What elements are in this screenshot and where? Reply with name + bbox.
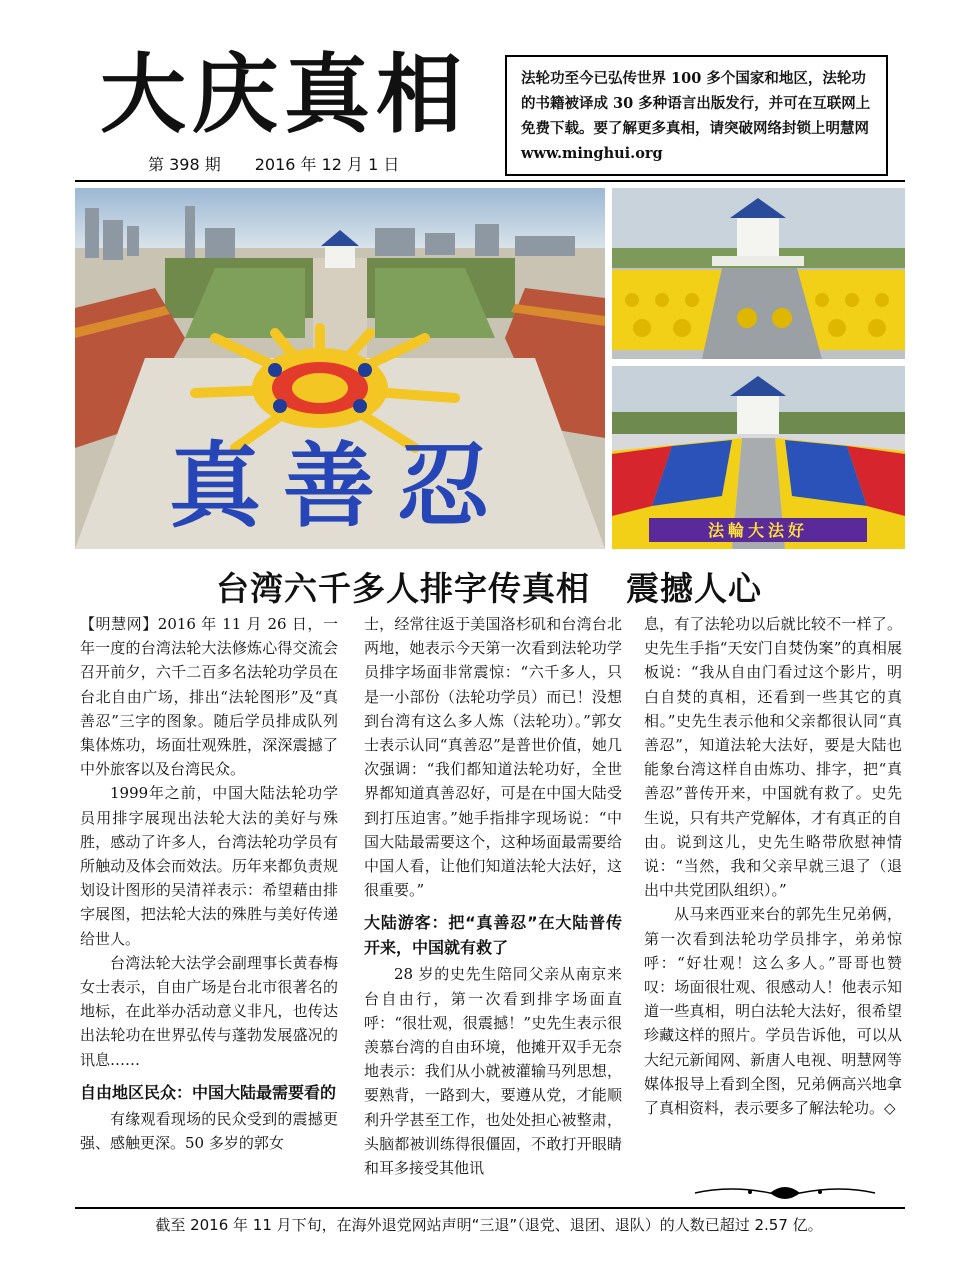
issue-line bbox=[148, 152, 399, 175]
headline-main: 台湾六千多人排字传真相 bbox=[216, 569, 590, 608]
top-rule bbox=[75, 180, 905, 182]
notice-box: 法轮功至今已弘传世界 100 多个国家和地区，法轮功的书籍被译成 30 多种语言出版发行，并可在互联网上免费下载。要了解更多真相，请突破网络封锁上明慧网 www.minghui.org bbox=[505, 55, 888, 176]
subheading: 大陆游客：把“真善忍”在大陆普传开来，中国就有救了 bbox=[364, 913, 622, 958]
bottom-rule bbox=[75, 1207, 905, 1209]
side-photo-top bbox=[612, 188, 905, 359]
masthead-title: 大庆真相 bbox=[100, 44, 468, 145]
side-photo-top-graphic bbox=[612, 188, 905, 359]
main-photo bbox=[75, 188, 605, 549]
paragraph: 息，有了法轮功以后就比较不一样了。史先生手指“天安门自焚伪案”的真相展板说：“我从自由门看过这个影片，明白自焚的真相，还看到一些其它的真相。”史先生表示他和父亲都很认同“真善忍”，知道法轮大法好，要是大陆也能象台湾这样自由炼功、排字，把“真善忍”普传开来，中国就有救了。史先生说，只有共产党解体，才有真正的自由。说到这儿，史先生略带欣慰神情说：“当然，我和父亲早就三退了（退出中共党团队组织）。” bbox=[644, 615, 902, 900]
paragraph: 28 岁的史先生陪同父亲从南京来台自由行，第一次看到排字场面直呼：“很壮观，很震撼！”史先生表示很羡慕台湾的自由环境，他摊开双手无奈地表示：我们从小就被灌输马列思想，要熟背，一路到大，要遵从党，才能顺利升学甚至工作，也处处担心被整肃，头脑都被训练得很僵固，不敢打开眼睛和耳多接受其他讯 bbox=[364, 965, 622, 1178]
article-column-3 bbox=[644, 612, 902, 1120]
side-photo-bottom bbox=[612, 366, 905, 549]
subheading: 自由地区民众：中国大陆最需要看的 bbox=[80, 1082, 337, 1102]
paragraph: 【明慧网】2016 年 11 月 26 日，一年一度的台湾法轮大法修炼心得交流会召开前夕，六千二百多名法轮功学员在台北自由广场，排出“法轮图形”及“真善忍”三字的图象。随后学员排成队列集体炼功，场面壮观殊胜，深深震撼了中外旅客以及台湾民众。 bbox=[80, 615, 338, 779]
issue-date: 2016 年 12 月 1 日 bbox=[254, 155, 400, 174]
photo-banner-text: 法輪大法好 bbox=[707, 521, 809, 540]
main-photo-graphic bbox=[75, 188, 605, 549]
paragraph: 士，经常往返于美国洛杉矶和台湾台北两地，她表示今天第一次看到法轮功学员排字场面非常震惊：“六千多人，只是一小部份（法轮功学员）而已！没想到台湾有这么多人炼（法轮功）。”郭女士表示认同“真善忍”是普世价值，她几次强调：“我们都知道法轮功好，全世界都知道真善忍好，可是在中国大陆受到打压迫害。”她手指排字现场说：“中国大陆最需要这个，这种场面最需要给中国人看，让他们知道法轮大法好，这很重要。” bbox=[364, 615, 622, 900]
formation-text: 真善忍 bbox=[168, 432, 512, 540]
issue-number: 第 398 期 bbox=[148, 155, 221, 174]
paragraph: 台湾法轮大法学会副理事长黄春梅女士表示，自由广场是台北市很著名的地标，在此举办活动意义非凡，也传达出法轮功在世界弘传与蓬勃发展盛况的讯息…… bbox=[80, 953, 338, 1069]
article-column-1 bbox=[80, 612, 338, 1155]
ornament-divider bbox=[690, 1183, 880, 1203]
footer-text: 截至 2016 年 11 月下旬，在海外退党网站声明“三退”（退党、退团、退队）的人数已超过 2.57 亿。 bbox=[155, 1216, 823, 1234]
headline-tail: 震撼人心 bbox=[626, 569, 762, 608]
side-photo-bottom-graphic bbox=[612, 366, 905, 549]
paragraph: 1999年之前，中国大陆法轮功学员用排字展现出法轮大法的美好与殊胜，感动了许多人，台湾法轮功学员有所触动及体会而效法。历年来都负责规划设计图形的吴清祥表示：希望藉由排字展图，把法轮大法的殊胜与美好传递给世人。 bbox=[80, 784, 338, 948]
article-column-2 bbox=[364, 612, 622, 1180]
headline bbox=[0, 563, 978, 610]
paragraph: 从马来西亚来台的郭先生兄弟俩，第一次看到法轮功学员排字，弟弟惊呼：“好壮观！这么多人。”哥哥也赞叹：场面很壮观、很感动人！他表示知道一些真相，明白法轮大法好，很希望珍藏这样的照片。学员告诉他，可以从大纪元新闻网、新唐人电视、明慧网等媒体报导上看到全图，兄弟俩高兴地拿了真相资料，表示要多了解法轮功。◇ bbox=[644, 905, 902, 1118]
paragraph: 有缘观看现场的民众受到的震撼更强、感触更深。50 多岁的郭女 bbox=[80, 1109, 338, 1153]
